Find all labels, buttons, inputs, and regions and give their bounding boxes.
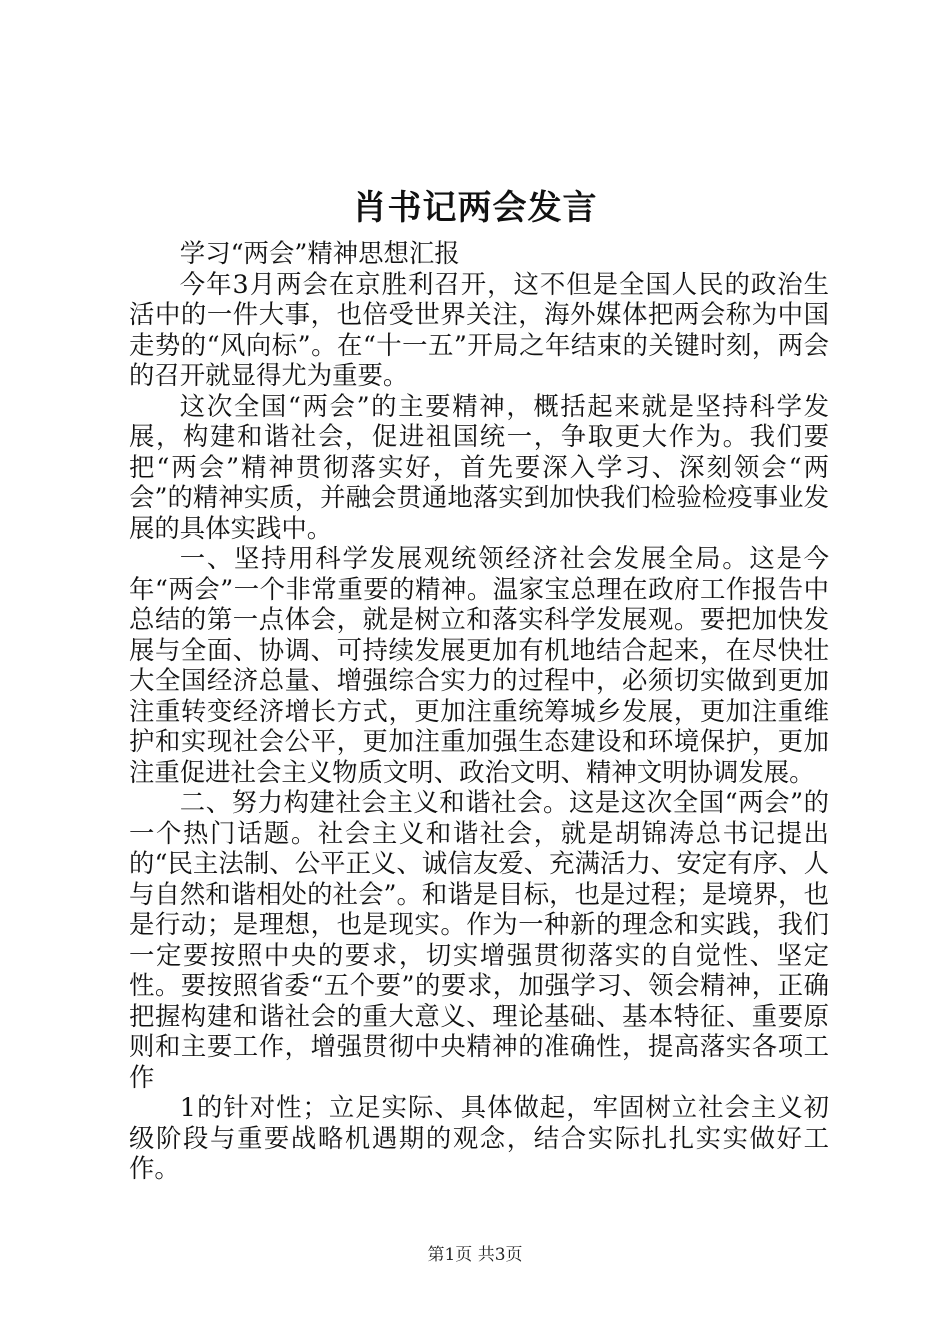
body-paragraph: 二、努力构建社会主义和谐社会。这是这次全国“两会”的一个热门话题。社会主义和谐社会，就是胡锦涛总书记提出的“民主法制、公平正义、诚信友爱、充满活力、安定有序、人与自然和谐相处的社会”。和谐是目标，也是过程；是境界，也是行动；是理想，也是现实。作为一种新的理念和实践，我们一定要按照中央的要求，切实增强贯彻落实的自觉性、坚定性。要按照省委“五个要”的要求，加强学习、领会精神，正确把握构建和谐社会的重大意义、理论基础、基本特征、重要原则和主要工作，增强贯彻中央精神的准确性，提高落实各项工作 [129,787,829,1092]
document-body [129,238,829,1184]
subtitle-paragraph: 学习“两会”精神思想汇报 [179,238,460,268]
body-paragraph: 今年3月两会在京胜利召开，这不但是全国人民的政治生活中的一件大事，也倍受世界关注，海外媒体把两会称为中国走势的“风向标”。在“十一五”开局之年结束的关键时刻，两会的召开就显得尤为重要。 [129,268,829,390]
body-paragraph: 这次全国“两会”的主要精神，概括起来就是坚持科学发展，构建和谐社会，促进祖国统一，争取更大作为。我们要把“两会”精神贯彻落实好，首先要深入学习、深刻领会“两会”的精神实质，并融会贯通地落实到加快我们检验检疫事业发展的具体实践中。 [129,390,829,543]
document-title: 肖书记两会发言 [352,188,598,228]
body-paragraph: 一、坚持用科学发展观统领经济社会发展全局。这是今年“两会”一个非常重要的精神。温家宝总理在政府工作报告中总结的第一点体会，就是树立和落实科学发展观。要把加快发展与全面、协调、可持续发展更加有机地结合起来，在尽快壮大全国经济总量、增强综合实力的过程中，必须切实做到更加注重转变经济增长方式，更加注重统筹城乡发展，更加注重维护和实现社会公平，更加注重加强生态建设和环境保护，更加注重促进社会主义物质文明、政治文明、精神文明协调发展。 [129,543,829,787]
body-paragraph: 1的针对性；立足实际、具体做起，牢固树立社会主义初级阶段与重要战略机遇期的观念，结合实际扎扎实实做好工作。 [129,1092,829,1183]
page-number-footer: 第1页 共3页 [427,1245,523,1265]
